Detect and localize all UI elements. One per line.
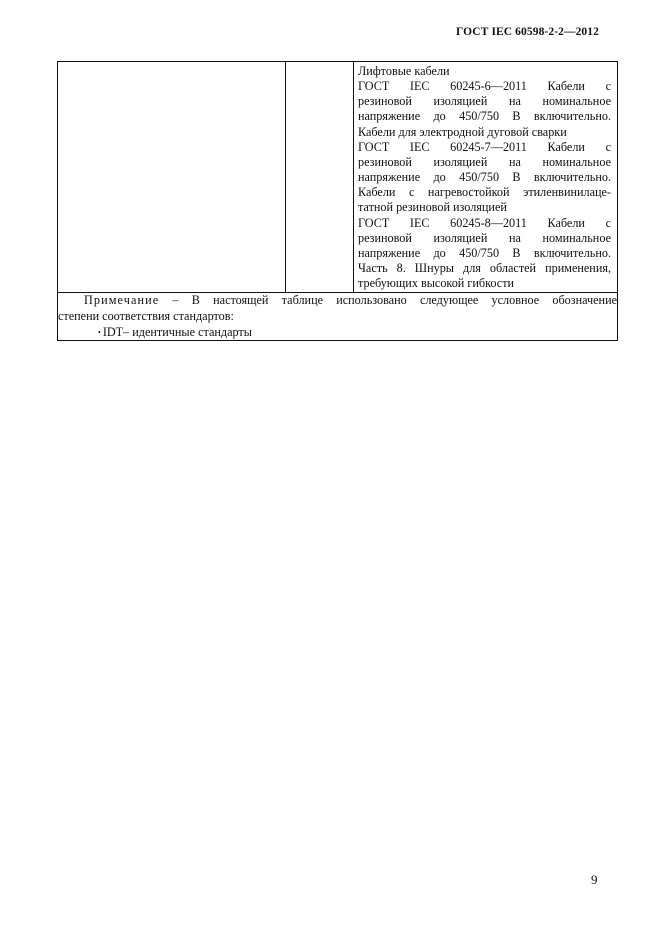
table-cell-standards-list [354,62,618,293]
table-cell-empty-left [58,62,286,293]
note-second-line: степени соответствия стандартов: [58,308,234,323]
note-code-meaning: идентичные стандарты [132,324,252,339]
note-dash: – [172,293,179,308]
standard-line: резиновой изоляцией на номинальное [358,94,611,109]
table-row [58,62,618,293]
standard-line: Кабели для электродной дуговой сварки [358,124,567,139]
standard-line: требующих высокой гибкости [358,276,515,291]
table-cell-empty-middle [286,62,354,293]
standard-line: ГОСТ IEC 60245-7—2011 Кабели с [358,139,611,154]
note-code: IDT [102,324,124,339]
note-text: В настоящей таблице использовано следующее условное обозначение [191,293,617,308]
standard-line: Часть 8. Шнуры для областей применения, [358,261,611,276]
standard-line: ГОСТ IEC 60245-8—2011 Кабели с [358,215,611,230]
note-legend-line [58,325,617,341]
standard-line: резиновой изоляцией на номинальное [358,154,611,169]
standard-line: напряжение до 450/750 В включительно. [358,170,611,185]
table-note-row [58,293,618,341]
note-code-dash: – [123,324,130,339]
standard-line: ГОСТ IEC 60245-6—2011 Кабели с [358,79,611,94]
document-code-header: ГОСТ IEC 60598-2-2—2012 [455,26,599,38]
standard-line: напряжение до 450/750 В включительно. [358,245,611,260]
standard-line: Лифтовые кабели [358,64,450,78]
standard-line: напряжение до 450/750 В включительно. [358,109,611,124]
note-label: Примечание [84,293,160,308]
standards-table [57,61,618,341]
page-number: 9 [591,872,598,887]
note-first-line [58,293,617,309]
bullet-icon: • [98,327,101,337]
table-note [58,293,618,341]
standard-line: татной резиновой изоляцией [358,200,507,215]
standard-line: Кабели с нагревостойкой этиленвинилаце- [358,185,611,200]
standard-line: резиновой изоляцией на номинальное [358,230,611,245]
